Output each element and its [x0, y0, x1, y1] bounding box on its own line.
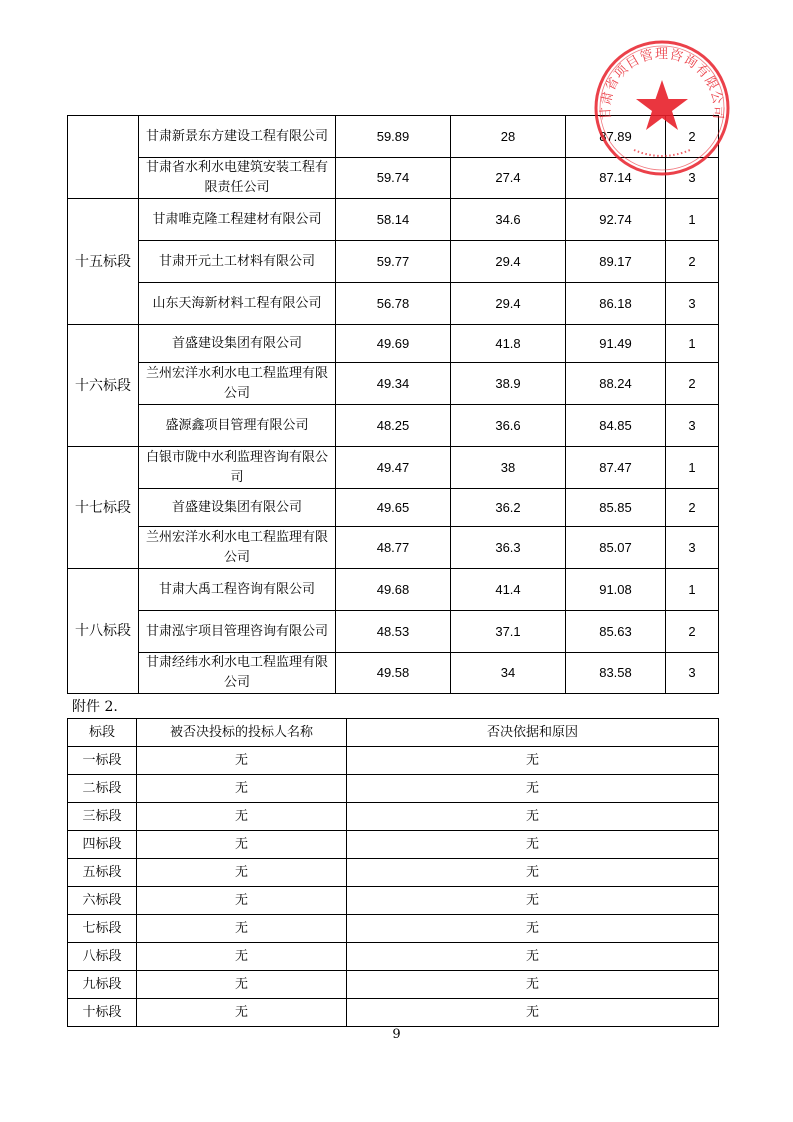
company-name-cell: 甘肃泓宇项目管理咨询有限公司: [139, 611, 336, 653]
rejected-table-row: [68, 887, 719, 915]
rejected-table-row: [68, 915, 719, 943]
segment-cell: 二标段: [68, 775, 137, 803]
rejected-table-row: [68, 775, 719, 803]
total-score-cell: 87.14: [566, 158, 666, 199]
rank-cell: 1: [666, 569, 719, 611]
company-name-cell: 甘肃大禹工程咨询有限公司: [139, 569, 336, 611]
header-rejected-bidder: 被否决投标的投标人名称: [137, 719, 347, 747]
rejection-reason-cell: 无: [347, 859, 719, 887]
rank-cell: 2: [666, 116, 719, 158]
score-b-cell: 41.8: [451, 325, 566, 363]
total-score-cell: 89.17: [566, 241, 666, 283]
company-name-cell: 甘肃经纬水利水电工程监理有限公司: [139, 653, 336, 694]
company-name-cell: 首盛建设集团有限公司: [139, 489, 336, 527]
score-b-cell: 29.4: [451, 283, 566, 325]
total-score-cell: 85.63: [566, 611, 666, 653]
segment-cell: 十八标段: [68, 569, 139, 694]
segment-cell: 五标段: [68, 859, 137, 887]
rejected-table-row: [68, 747, 719, 775]
score-row: [68, 199, 719, 241]
score-row: [68, 325, 719, 363]
total-score-cell: 87.47: [566, 447, 666, 489]
total-score-cell: 83.58: [566, 653, 666, 694]
score-b-cell: 29.4: [451, 241, 566, 283]
score-table: [67, 115, 719, 694]
segment-cell: 一标段: [68, 747, 137, 775]
rank-cell: 3: [666, 527, 719, 569]
score-a-cell: 49.34: [336, 363, 451, 405]
score-a-cell: 49.47: [336, 447, 451, 489]
score-a-cell: 48.53: [336, 611, 451, 653]
company-name-cell: 甘肃新景东方建设工程有限公司: [139, 116, 336, 158]
rejection-reason-cell: 无: [347, 775, 719, 803]
rejection-reason-cell: 无: [347, 887, 719, 915]
total-score-cell: 84.85: [566, 405, 666, 447]
header-segment: 标段: [68, 719, 137, 747]
score-b-cell: 34.6: [451, 199, 566, 241]
segment-cell: 八标段: [68, 943, 137, 971]
total-score-cell: 85.85: [566, 489, 666, 527]
company-name-cell: 兰州宏洋水利水电工程监理有限公司: [139, 363, 336, 405]
score-row: [68, 611, 719, 653]
company-name-cell: 甘肃开元土工材料有限公司: [139, 241, 336, 283]
seal-text: 甘肃省项目管理咨询有限公司: [598, 47, 726, 121]
seal-serial-dots: [634, 150, 690, 156]
score-a-cell: 49.68: [336, 569, 451, 611]
rejected-bidder-cell: 无: [137, 943, 347, 971]
rejection-reason-cell: 无: [347, 747, 719, 775]
segment-cell: [68, 116, 139, 199]
company-seal-stamp: [592, 38, 732, 178]
rejection-reason-cell: 无: [347, 915, 719, 943]
score-row: [68, 405, 719, 447]
rank-cell: 1: [666, 447, 719, 489]
rank-cell: 3: [666, 283, 719, 325]
rank-cell: 2: [666, 363, 719, 405]
seal-star-icon: [636, 80, 688, 130]
segment-cell: 十五标段: [68, 199, 139, 325]
page-number: 9: [392, 1027, 401, 1042]
rank-cell: 2: [666, 611, 719, 653]
total-score-cell: 85.07: [566, 527, 666, 569]
rejected-bidder-cell: 无: [137, 747, 347, 775]
segment-cell: 三标段: [68, 803, 137, 831]
segment-cell: 十七标段: [68, 447, 139, 569]
company-name-cell: 白银市陇中水利监理咨询有限公司: [139, 447, 336, 489]
score-row: [68, 363, 719, 405]
score-a-cell: 48.25: [336, 405, 451, 447]
score-table-body: [68, 116, 719, 694]
segment-cell: 九标段: [68, 971, 137, 999]
rejected-bidder-cell: 无: [137, 999, 347, 1027]
segment-cell: 六标段: [68, 887, 137, 915]
rejection-reason-cell: 无: [347, 999, 719, 1027]
rejection-reason-cell: 无: [347, 831, 719, 859]
score-b-cell: 28: [451, 116, 566, 158]
rank-cell: 2: [666, 241, 719, 283]
score-b-cell: 38: [451, 447, 566, 489]
score-b-cell: 34: [451, 653, 566, 694]
total-score-cell: 86.18: [566, 283, 666, 325]
score-b-cell: 36.3: [451, 527, 566, 569]
total-score-cell: 88.24: [566, 363, 666, 405]
score-a-cell: 58.14: [336, 199, 451, 241]
rank-cell: 1: [666, 199, 719, 241]
company-name-cell: 甘肃唯克隆工程建材有限公司: [139, 199, 336, 241]
score-a-cell: 59.77: [336, 241, 451, 283]
rejected-bidder-cell: 无: [137, 775, 347, 803]
score-b-cell: 38.9: [451, 363, 566, 405]
score-a-cell: 49.58: [336, 653, 451, 694]
score-b-cell: 36.2: [451, 489, 566, 527]
rejected-table-row: [68, 859, 719, 887]
segment-cell: 七标段: [68, 915, 137, 943]
score-a-cell: 49.65: [336, 489, 451, 527]
score-b-cell: 27.4: [451, 158, 566, 199]
score-row: [68, 653, 719, 694]
score-row: [68, 569, 719, 611]
score-b-cell: 36.6: [451, 405, 566, 447]
rejection-reason-cell: 无: [347, 803, 719, 831]
rejected-table-row: [68, 803, 719, 831]
header-rejection-reason: 否决依据和原因: [347, 719, 719, 747]
score-a-cell: 59.74: [336, 158, 451, 199]
total-score-cell: 91.49: [566, 325, 666, 363]
rank-cell: 3: [666, 158, 719, 199]
score-b-cell: 37.1: [451, 611, 566, 653]
score-b-cell: 41.4: [451, 569, 566, 611]
rank-cell: 1: [666, 325, 719, 363]
rejected-bidder-cell: 无: [137, 971, 347, 999]
rejected-bidder-cell: 无: [137, 803, 347, 831]
score-a-cell: 49.69: [336, 325, 451, 363]
score-a-cell: 48.77: [336, 527, 451, 569]
rank-cell: 3: [666, 653, 719, 694]
score-a-cell: 56.78: [336, 283, 451, 325]
total-score-cell: 87.89: [566, 116, 666, 158]
attachment-label: 附件 2.: [72, 699, 118, 715]
score-row: [68, 447, 719, 489]
score-a-cell: 59.89: [336, 116, 451, 158]
rejected-bidder-cell: 无: [137, 831, 347, 859]
rejected-table-body: [68, 747, 719, 1027]
rejected-table-header-row: [68, 719, 719, 747]
company-name-cell: 甘肃省水利水电建筑安装工程有限责任公司: [139, 158, 336, 199]
rank-cell: 3: [666, 405, 719, 447]
segment-cell: 十六标段: [68, 325, 139, 447]
rejection-reason-cell: 无: [347, 971, 719, 999]
company-name-cell: 兰州宏洋水利水电工程监理有限公司: [139, 527, 336, 569]
score-row: [68, 527, 719, 569]
rejected-bidders-table: [67, 718, 719, 1027]
rejected-bidder-cell: 无: [137, 887, 347, 915]
rejected-bidder-cell: 无: [137, 915, 347, 943]
total-score-cell: 92.74: [566, 199, 666, 241]
score-row: [68, 241, 719, 283]
rejected-bidder-cell: 无: [137, 859, 347, 887]
segment-cell: 四标段: [68, 831, 137, 859]
rejected-table-row: [68, 943, 719, 971]
company-name-cell: 盛源鑫项目管理有限公司: [139, 405, 336, 447]
segment-cell: 十标段: [68, 999, 137, 1027]
rejection-reason-cell: 无: [347, 943, 719, 971]
company-name-cell: 首盛建设集团有限公司: [139, 325, 336, 363]
total-score-cell: 91.08: [566, 569, 666, 611]
rejected-table-row: [68, 971, 719, 999]
score-row: [68, 283, 719, 325]
score-row: [68, 489, 719, 527]
rejected-table-row: [68, 831, 719, 859]
company-name-cell: 山东天海新材料工程有限公司: [139, 283, 336, 325]
rank-cell: 2: [666, 489, 719, 527]
rejected-table-row: [68, 999, 719, 1027]
